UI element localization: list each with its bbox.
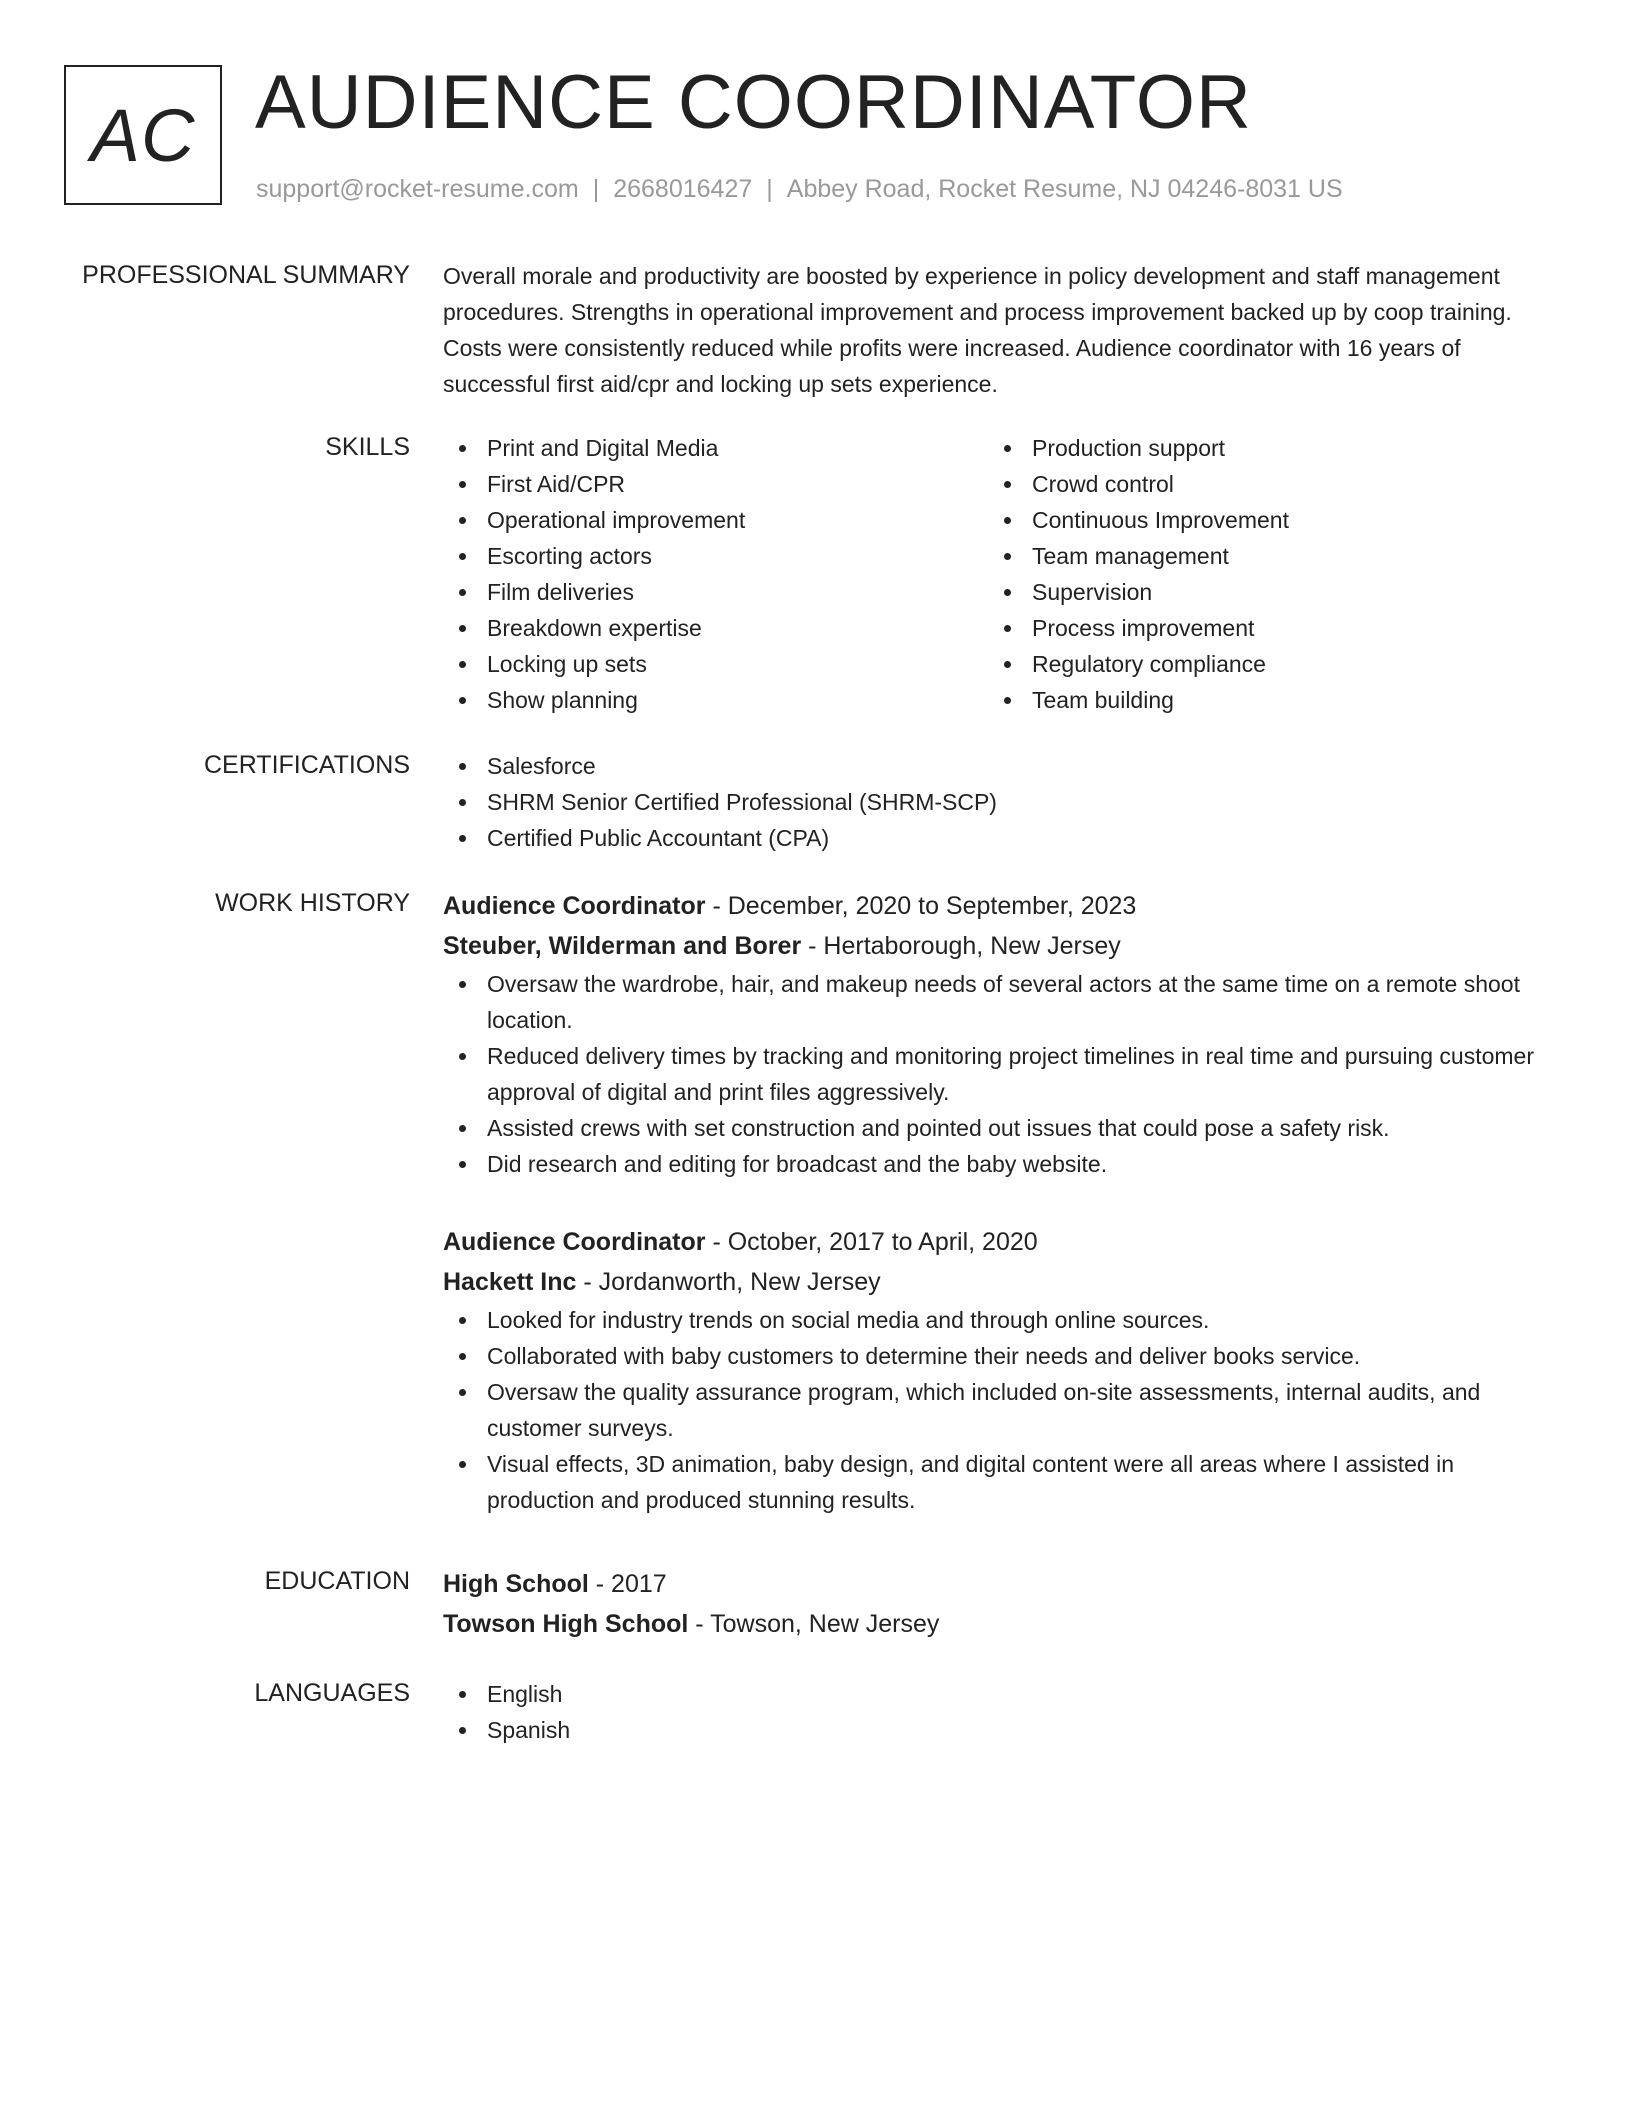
contact-address: Abbey Road, Rocket Resume, NJ 04246-8031 US: [786, 175, 1343, 203]
job-title-line: [443, 1222, 1553, 1262]
candidate-name: AUDIENCE COORDINATOR: [255, 60, 1252, 145]
summary-body: [443, 258, 1553, 402]
job-bullet: Oversaw the quality assurance program, which included on-site assessments, internal audits, and customer surveys.: [443, 1374, 1553, 1446]
skill-item: Locking up sets: [443, 646, 988, 682]
skills-list-left: [443, 430, 988, 718]
job-company-line: [443, 926, 1553, 966]
skill-item: Film deliveries: [443, 574, 988, 610]
monogram-initials: AC: [90, 93, 196, 177]
job-company: Steuber, Wilderman and Borer: [443, 932, 802, 960]
skills-body: [443, 430, 1553, 718]
languages-body: [443, 1676, 1553, 1748]
education-body: [443, 1564, 1553, 1644]
job-bullet-list: [443, 1302, 1553, 1518]
language-item: English: [443, 1676, 1553, 1712]
monogram-badge: [64, 65, 222, 205]
job-bullet: Oversaw the wardrobe, hair, and makeup needs of several actors at the same time on a remote shoot location.: [443, 966, 1553, 1038]
job-title-line: [443, 886, 1553, 926]
education-degree: High School: [443, 1570, 589, 1598]
language-item: Spanish: [443, 1712, 1553, 1748]
job-bullet: Assisted crews with set construction and pointed out issues that could pose a safety risk.: [443, 1110, 1553, 1146]
contact-email: support@rocket-resume.com: [256, 175, 579, 203]
certification-item: SHRM Senior Certified Professional (SHRM-SCP): [443, 784, 1553, 820]
skill-item: Crowd control: [988, 466, 1533, 502]
skill-item: Show planning: [443, 682, 988, 718]
job-entry: [443, 886, 1553, 1182]
section-title-certifications: CERTIFICATIONS: [203, 751, 410, 779]
education-school: Towson High School: [443, 1610, 689, 1638]
skill-item: First Aid/CPR: [443, 466, 988, 502]
job-bullet: Collaborated with baby customers to determine their needs and deliver books service.: [443, 1338, 1553, 1374]
job-bullet: Visual effects, 3D animation, baby design, and digital content were all areas where I assisted in production and produced stunning results.: [443, 1446, 1553, 1518]
section-title-skills: SKILLS: [325, 433, 410, 461]
skill-item: Breakdown expertise: [443, 610, 988, 646]
contact-separator: |: [592, 175, 600, 203]
skill-item: Operational improvement: [443, 502, 988, 538]
skill-item: Production support: [988, 430, 1533, 466]
certifications-list: [443, 748, 1553, 856]
work-history-body: [443, 886, 1553, 1518]
skill-item: Print and Digital Media: [443, 430, 988, 466]
contact-line: [256, 172, 1343, 206]
section-title-summary: PROFESSIONAL SUMMARY: [82, 261, 410, 289]
skill-item: Regulatory compliance: [988, 646, 1533, 682]
education-degree-line: [443, 1564, 1553, 1604]
skill-item: Escorting actors: [443, 538, 988, 574]
skill-item: Team building: [988, 682, 1533, 718]
skill-item: Team management: [988, 538, 1533, 574]
job-bullet-list: [443, 966, 1553, 1182]
job-bullet: Did research and editing for broadcast and the baby website.: [443, 1146, 1553, 1182]
job-role: Audience Coordinator: [443, 1228, 706, 1256]
certification-item: Certified Public Accountant (CPA): [443, 820, 1553, 856]
education-year: - 2017: [588, 1570, 667, 1598]
section-title-education: EDUCATION: [264, 1567, 410, 1595]
skill-item: Supervision: [988, 574, 1533, 610]
contact-phone: 2668016427: [613, 175, 753, 203]
contact-separator: |: [766, 175, 773, 203]
skill-item: Continuous Improvement: [988, 502, 1533, 538]
job-location: - Jordanworth, New Jersey: [576, 1268, 881, 1296]
job-location: - Hertaborough, New Jersey: [801, 932, 1121, 960]
section-title-languages: LANGUAGES: [254, 1679, 410, 1707]
job-dates: - December, 2020 to September, 2023: [705, 892, 1137, 920]
certifications-body: [443, 748, 1553, 856]
skill-item: Process improvement: [988, 610, 1533, 646]
education-school-line: [443, 1604, 1553, 1644]
education-location: - Towson, New Jersey: [688, 1610, 940, 1638]
job-bullet: Looked for industry trends on social media and through online sources.: [443, 1302, 1553, 1338]
certification-item: Salesforce: [443, 748, 1553, 784]
job-role: Audience Coordinator: [443, 892, 706, 920]
job-company-line: [443, 1262, 1553, 1302]
section-title-work-history: WORK HISTORY: [215, 889, 410, 917]
job-company: Hackett Inc: [443, 1268, 577, 1296]
summary-text: Overall morale and productivity are boosted by experience in policy development and staff management procedures. Strengths in operational improvement and process improvement backed up by coop training. Costs were consistently reduced while profits were increased. Audience coordinator with 16 years of successful first aid/cpr and locking up sets experience.: [443, 263, 1512, 397]
job-entry: [443, 1222, 1553, 1518]
languages-list: [443, 1676, 1553, 1748]
job-bullet: Reduced delivery times by tracking and monitoring project timelines in real time and pursuing customer approval of digital and print files aggressively.: [443, 1038, 1553, 1110]
skills-list-right: [988, 430, 1533, 718]
job-dates: - October, 2017 to April, 2020: [705, 1228, 1038, 1256]
